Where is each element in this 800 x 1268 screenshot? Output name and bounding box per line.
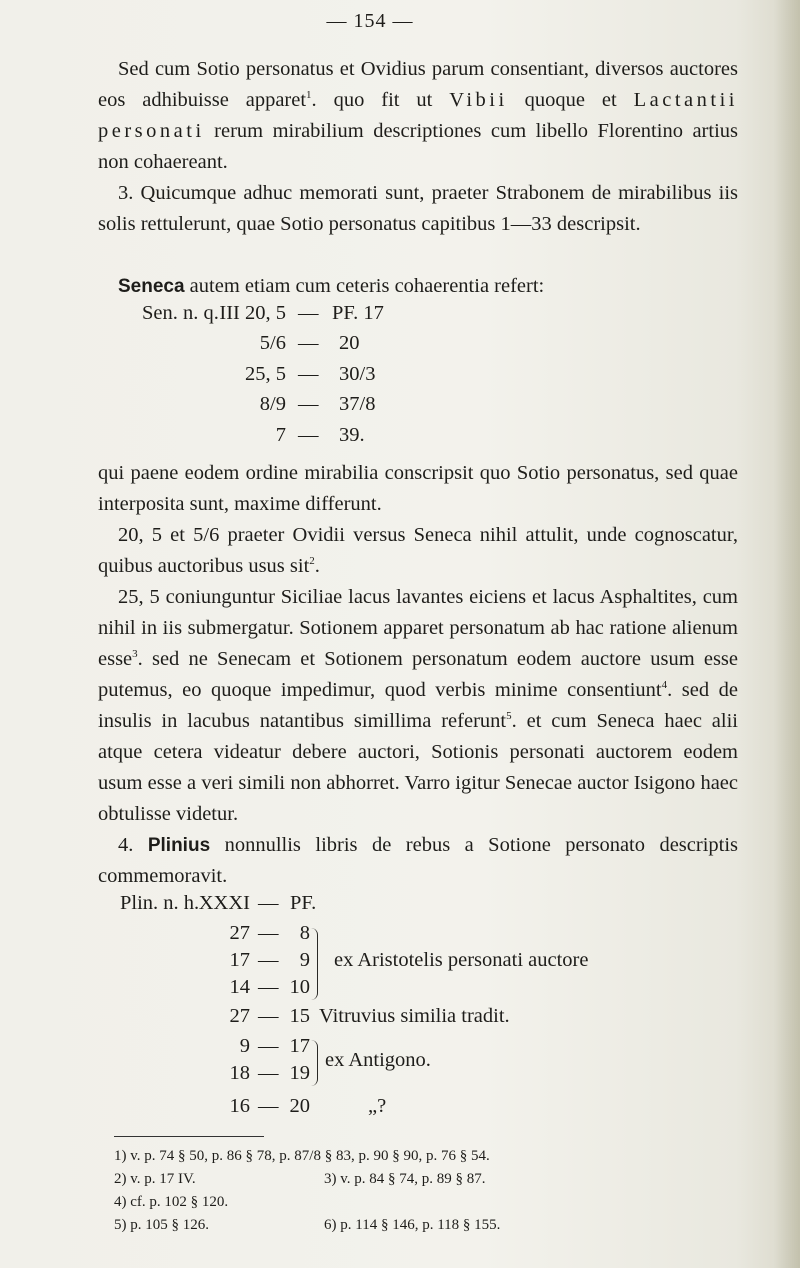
footnote-rule: [114, 1136, 264, 1137]
name-lactantii: Lactantii personati: [98, 89, 738, 142]
paragraph-7: 4. Plinius nonnullis libris de rebus a Sotione personato descriptis commemoravit.: [98, 834, 739, 887]
name-plinius: Plinius: [147, 835, 211, 856]
name-vibii: Vibii: [449, 89, 508, 111]
table2-prefix: Plin. n. h.: [120, 892, 200, 914]
paragraph-5: 20, 5 et 5/6 praeter Ovidii versus Seneca nihil attulit, unde cognoscatur, quibus auctoribus usus sit$^2$.: [98, 524, 738, 577]
seneca-concordance: [0, 302, 800, 462]
table-row: 8/9 — 37/8: [259, 393, 376, 415]
name-seneca: Seneca: [118, 276, 185, 297]
footnote-ref-1: 1: [306, 89, 312, 102]
paragraph-2: 3. Quicumque adhuc memorati sunt, praeter Strabonem de mirabilibus iis solis rettulerunt, quae Sotio personatus capitibus 1—33 descripsit.: [98, 182, 738, 235]
table-row: 7 — 39.: [275, 424, 365, 446]
paragraph-4: qui paene eodem ordine mirabilia conscripsit quo Sotio personatus, sed quae interposita sunt, maxime differunt.: [98, 462, 738, 515]
table1-prefix: Sen. n. q.: [142, 302, 219, 324]
footnote-1: 1) v. p. 74 § 50, p. 86 § 78, p. 87/8 § 83, p. 90 § 90, p. 76 § 54.: [114, 1148, 490, 1164]
table-row: 27 — 15: [229, 1005, 310, 1027]
brace-aristotle: [311, 928, 318, 1000]
footnote-4: 4) cf. p. 102 § 120.: [114, 1194, 229, 1210]
footnote-ref-5: 5: [506, 710, 512, 723]
plinius-concordance: [0, 892, 800, 1132]
note-antigono: ex Antigono.: [325, 1049, 431, 1071]
note-vitruvius: Vitruvius similia tradit.: [319, 1005, 510, 1027]
page-edge-shadow: [774, 0, 800, 1268]
table-row: 25, 5 — 30/3: [245, 363, 376, 385]
footnote-ref-2: 2: [309, 555, 315, 568]
paragraph-3: Seneca autem etiam cum ceteris cohaerentia refert:: [118, 275, 545, 297]
footnote-3: 3) v. p. 84 § 74, p. 89 § 87.: [324, 1171, 486, 1187]
table-row: III 20, 5 — PF. 17: [219, 302, 384, 324]
footnote-ref-4: 4: [661, 679, 668, 692]
note-aristotle: ex Aristotelis personati auctore: [334, 949, 589, 971]
table-row: 27 — 8: [229, 922, 310, 944]
paragraph-6: 25, 5 coniunguntur Siciliae lacus lavantes eiciens et lacus Asphaltites, cum nihil in iis submergatur. Sotionem apparet personatum ab hac ratione alienum esse$^3$. sed ne Senecam et Sotionem personatum eodem auctore usum esse putemus, eo quoque impedimur, quod verbis minime consentiunt$^4$. sed de insulis in lacubus natantibus simillima referunt$^5$. et cum Seneca haec alii atque cetera videatur debere auctori, Sotionis personati auctorem eodem usum esse a veri simili non abhorret. Varro igitur Senecae auctor Isigono haec obtulisse videtur.: [98, 586, 738, 825]
brace-antigono: [311, 1040, 318, 1086]
table-row: 16 — 20: [229, 1095, 310, 1117]
footnote-5: 5) p. 105 § 126.: [114, 1217, 209, 1233]
table-row: XXXI — PF.: [198, 892, 317, 914]
note-question: „?: [368, 1095, 387, 1117]
footnote-6: 6) p. 114 § 146, p. 118 § 155.: [324, 1217, 501, 1233]
table-row: 17 — 9: [229, 949, 310, 971]
table-row: 9 — 17: [239, 1035, 310, 1057]
paragraph-1: Sed cum Sotio personatus et Ovidius parum consentiant, diversos auctores eos adhibuisse apparet$^1$. quo fit ut Vibii quoque et Lactantii personati rerum mirabilium descriptiones cum libello Florentino artius non cohaereant.: [98, 58, 738, 173]
page-number-header: — 154 —: [326, 10, 414, 32]
footnote-2: 2) v. p. 17 IV.: [114, 1171, 196, 1187]
table-row: 5/6 — 20: [259, 332, 360, 354]
footnote-ref-3: 3: [132, 648, 138, 661]
table-row: 14 — 10: [229, 976, 310, 998]
table-row: 18 — 19: [229, 1062, 310, 1084]
